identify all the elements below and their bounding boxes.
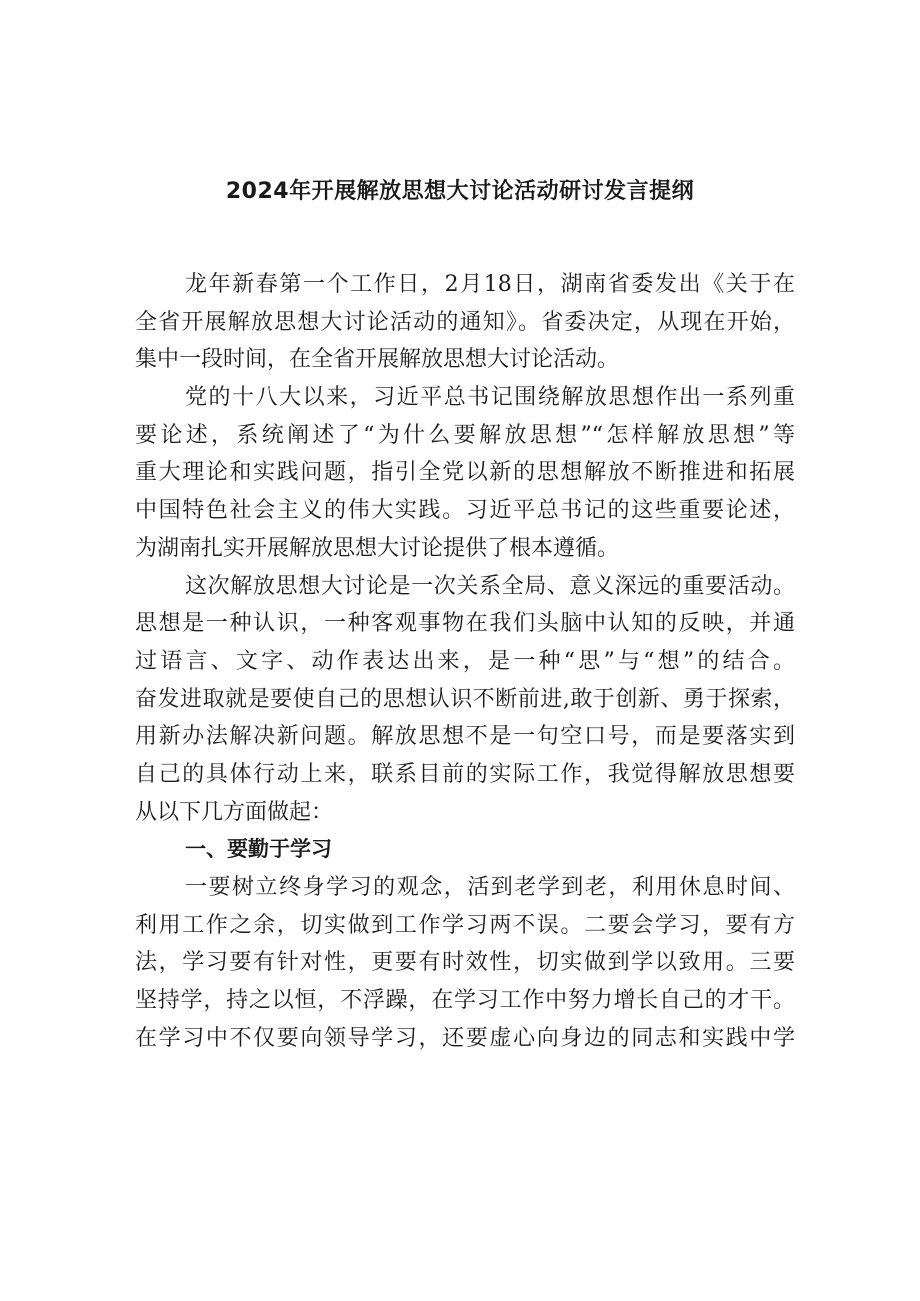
- text-line: 利用工作之余，切实做到工作学习两不误。二要会学习，要有方: [135, 912, 795, 938]
- text-line: 龙年新春第一个工作日，2月18日，湖南省委发出《关于在: [185, 272, 795, 297]
- text-line: 重大理论和实践问题，指引全党以新的思想解放不断推进和拓展: [135, 460, 795, 486]
- text-line: 这次解放思想大讨论是一次关系全局、意义深远的重要活动。: [185, 573, 795, 599]
- text-line: 集中一段时间，在全省开展解放思想大讨论活动。: [135, 347, 620, 373]
- text-line: 思想是一种认识，一种客观事物在我们头脑中认知的反映，并通: [135, 611, 795, 637]
- document-title: 2024年开展解放思想大讨论活动研讨发言提纲: [225, 179, 695, 204]
- text-line: 过语言、文字、动作表达出来，是一种“思”与“想”的结合。: [135, 648, 795, 674]
- text-line: 要论述，系统阐述了“为什么要解放思想”“怎样解放思想”等: [135, 422, 795, 448]
- text-line: 从以下几方面做起：: [135, 799, 334, 825]
- text-line: 用新办法解决新问题。解放思想不是一句空口号，而是要落实到: [135, 724, 795, 750]
- text-line: 中国特色社会主义的伟大实践。习近平总书记的这些重要论述，: [135, 498, 795, 524]
- document-body: [135, 266, 795, 1057]
- text-line: 党的十八大以来，习近平总书记围绕解放思想作出一系列重: [185, 385, 795, 411]
- text-line: 坚持学，持之以恒，不浮躁，在学习工作中努力增长自己的才干。: [135, 988, 795, 1014]
- section-heading: 一、要勤于学习: [185, 837, 332, 862]
- text-line: 奋发进取就是要使自己的思想认识不断前进,敢于创新、勇于探索，: [135, 686, 795, 712]
- text-line: 全省开展解放思想大讨论活动的通知》。省委决定，从现在开始，: [135, 309, 795, 335]
- text-line: 法，学习要有针对性，更要有时效性，切实做到学以致用。三要: [135, 950, 795, 976]
- text-line: 在学习中不仅要向领导学习，还要虚心向身边的同志和实践中学: [135, 1025, 795, 1051]
- text-line: 一要树立终身学习的观念，活到老学到老，利用休息时间、: [185, 875, 795, 900]
- text-line: 为湖南扎实开展解放思想大讨论提供了根本遵循。: [135, 535, 620, 561]
- text-line: 自己的具体行动上来，联系目前的实际工作，我觉得解放思想要: [135, 761, 795, 787]
